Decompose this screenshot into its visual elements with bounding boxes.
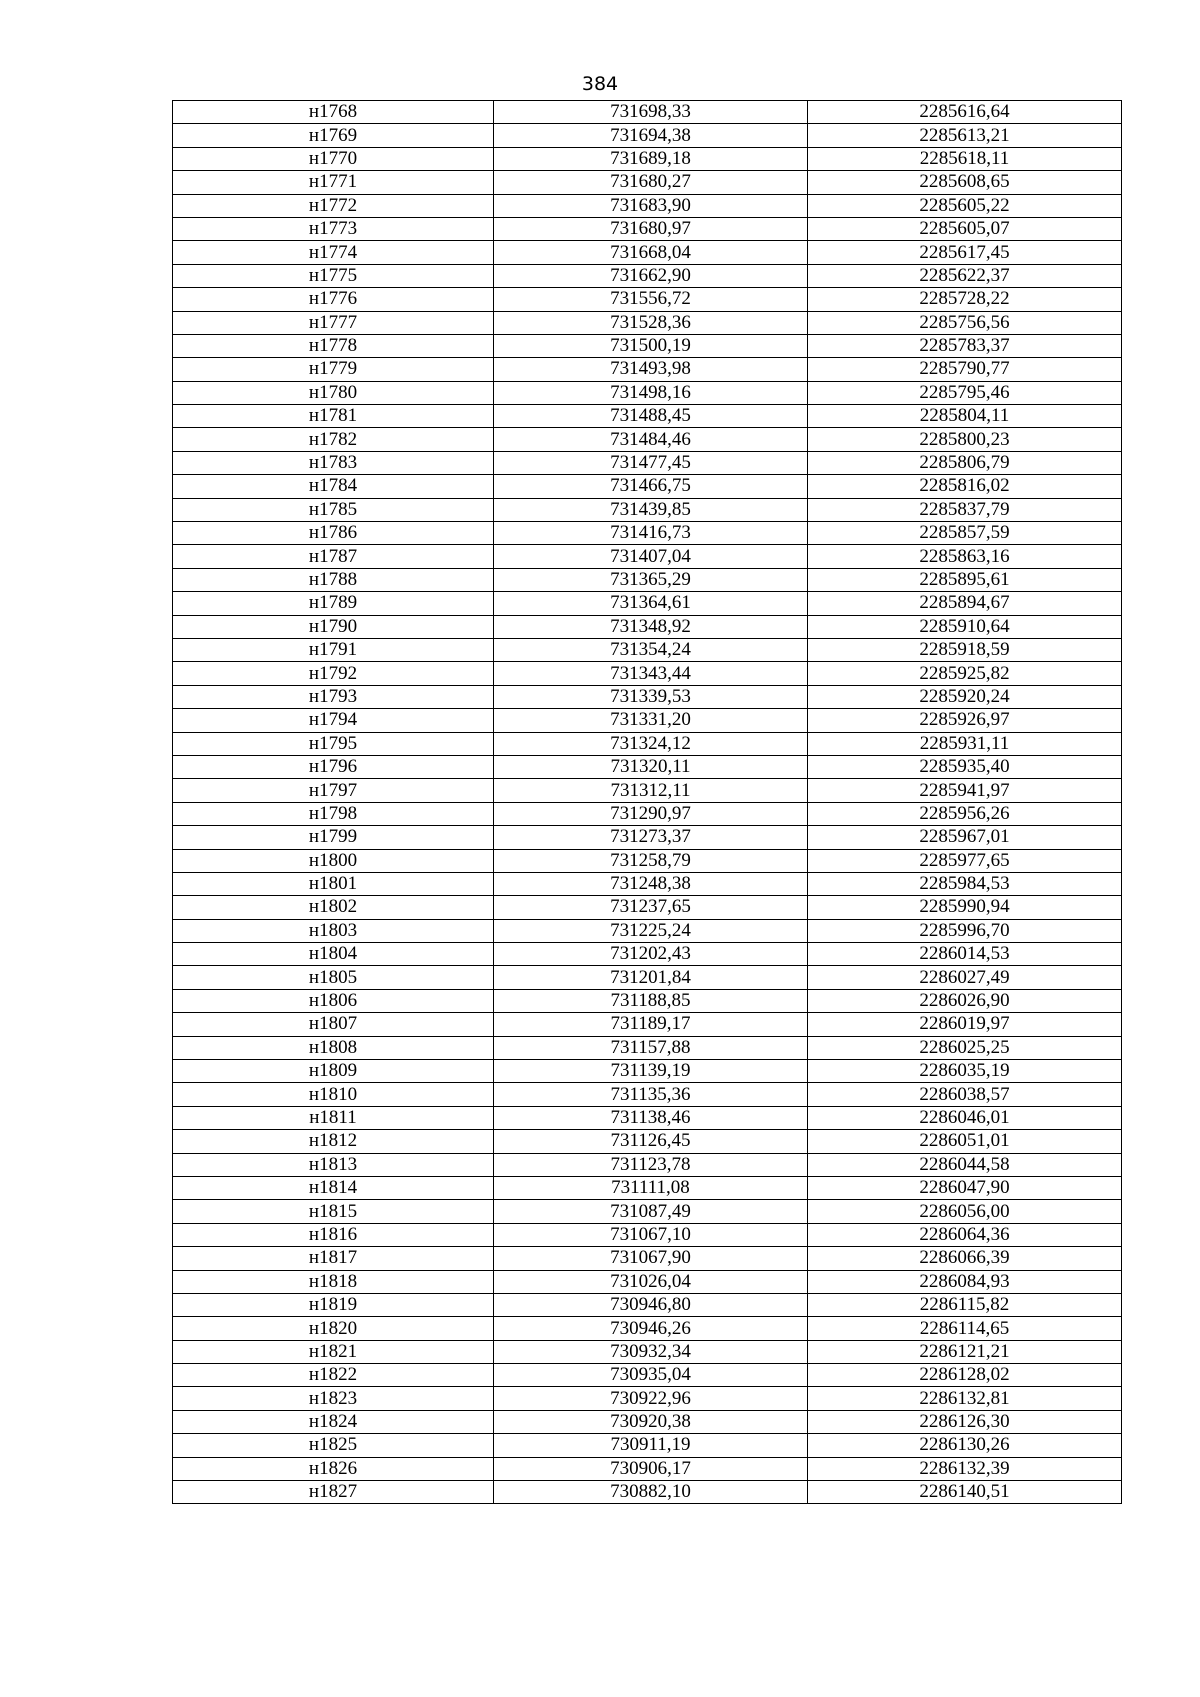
point-name-cell: н1802 <box>173 896 494 919</box>
table-row <box>173 662 1122 685</box>
y-coordinate-cell: 2286044,58 <box>808 1153 1122 1176</box>
y-coordinate-cell: 2285756,56 <box>808 311 1122 334</box>
x-coordinate-cell: 731138,46 <box>494 1106 808 1129</box>
y-coordinate-cell: 2285926,97 <box>808 709 1122 732</box>
x-coordinate-cell: 730922,96 <box>494 1387 808 1410</box>
table-row <box>173 451 1122 474</box>
y-coordinate-cell: 2285956,26 <box>808 802 1122 825</box>
y-coordinate-cell: 2285895,61 <box>808 568 1122 591</box>
table-body <box>173 101 1122 1504</box>
y-coordinate-cell: 2285977,65 <box>808 849 1122 872</box>
point-name-cell: н1804 <box>173 943 494 966</box>
x-coordinate-cell: 731698,33 <box>494 101 808 124</box>
point-name-cell: н1787 <box>173 545 494 568</box>
y-coordinate-cell: 2286132,39 <box>808 1457 1122 1480</box>
y-coordinate-cell: 2286046,01 <box>808 1106 1122 1129</box>
point-name-cell: н1819 <box>173 1293 494 1316</box>
table-row <box>173 522 1122 545</box>
y-coordinate-cell: 2285910,64 <box>808 615 1122 638</box>
y-coordinate-cell: 2286014,53 <box>808 943 1122 966</box>
point-name-cell: н1781 <box>173 405 494 428</box>
table-row <box>173 1317 1122 1340</box>
x-coordinate-cell: 730882,10 <box>494 1481 808 1504</box>
point-name-cell: н1795 <box>173 732 494 755</box>
x-coordinate-cell: 731683,90 <box>494 194 808 217</box>
y-coordinate-cell: 2285728,22 <box>808 288 1122 311</box>
y-coordinate-cell: 2285857,59 <box>808 522 1122 545</box>
y-coordinate-cell: 2285935,40 <box>808 755 1122 778</box>
y-coordinate-cell: 2285618,11 <box>808 147 1122 170</box>
table-row <box>173 475 1122 498</box>
y-coordinate-cell: 2285605,07 <box>808 217 1122 240</box>
table-row <box>173 1130 1122 1153</box>
point-name-cell: н1794 <box>173 709 494 732</box>
x-coordinate-cell: 731067,10 <box>494 1223 808 1246</box>
x-coordinate-cell: 731680,97 <box>494 217 808 240</box>
point-name-cell: н1824 <box>173 1410 494 1433</box>
y-coordinate-cell: 2285790,77 <box>808 358 1122 381</box>
x-coordinate-cell: 731111,08 <box>494 1176 808 1199</box>
y-coordinate-cell: 2286132,81 <box>808 1387 1122 1410</box>
y-coordinate-cell: 2286027,49 <box>808 966 1122 989</box>
y-coordinate-cell: 2285941,97 <box>808 779 1122 802</box>
point-name-cell: н1769 <box>173 124 494 147</box>
table-row <box>173 381 1122 404</box>
point-name-cell: н1788 <box>173 568 494 591</box>
y-coordinate-cell: 2285816,02 <box>808 475 1122 498</box>
x-coordinate-cell: 731488,45 <box>494 405 808 428</box>
point-name-cell: н1814 <box>173 1176 494 1199</box>
y-coordinate-cell: 2285894,67 <box>808 592 1122 615</box>
point-name-cell: н1821 <box>173 1340 494 1363</box>
coordinates-table <box>172 100 1122 1504</box>
table-row <box>173 194 1122 217</box>
table-row <box>173 966 1122 989</box>
point-name-cell: н1806 <box>173 989 494 1012</box>
x-coordinate-cell: 731556,72 <box>494 288 808 311</box>
table-row <box>173 1410 1122 1433</box>
point-name-cell: н1776 <box>173 288 494 311</box>
x-coordinate-cell: 731126,45 <box>494 1130 808 1153</box>
x-coordinate-cell: 730935,04 <box>494 1364 808 1387</box>
x-coordinate-cell: 731339,53 <box>494 685 808 708</box>
x-coordinate-cell: 731123,78 <box>494 1153 808 1176</box>
x-coordinate-cell: 731026,04 <box>494 1270 808 1293</box>
table-row <box>173 1270 1122 1293</box>
point-name-cell: н1780 <box>173 381 494 404</box>
x-coordinate-cell: 731500,19 <box>494 334 808 357</box>
y-coordinate-cell: 2286128,02 <box>808 1364 1122 1387</box>
point-name-cell: н1772 <box>173 194 494 217</box>
y-coordinate-cell: 2285967,01 <box>808 826 1122 849</box>
point-name-cell: н1811 <box>173 1106 494 1129</box>
point-name-cell: н1778 <box>173 334 494 357</box>
y-coordinate-cell: 2286121,21 <box>808 1340 1122 1363</box>
x-coordinate-cell: 731320,11 <box>494 755 808 778</box>
point-name-cell: н1779 <box>173 358 494 381</box>
point-name-cell: н1775 <box>173 264 494 287</box>
point-name-cell: н1796 <box>173 755 494 778</box>
point-name-cell: н1783 <box>173 451 494 474</box>
y-coordinate-cell: 2286084,93 <box>808 1270 1122 1293</box>
point-name-cell: н1820 <box>173 1317 494 1340</box>
table-row <box>173 943 1122 966</box>
point-name-cell: н1773 <box>173 217 494 240</box>
y-coordinate-cell: 2286140,51 <box>808 1481 1122 1504</box>
y-coordinate-cell: 2285925,82 <box>808 662 1122 685</box>
table-row <box>173 264 1122 287</box>
x-coordinate-cell: 730906,17 <box>494 1457 808 1480</box>
y-coordinate-cell: 2286115,82 <box>808 1293 1122 1316</box>
x-coordinate-cell: 731157,88 <box>494 1036 808 1059</box>
table-row <box>173 171 1122 194</box>
table-row <box>173 849 1122 872</box>
x-coordinate-cell: 731364,61 <box>494 592 808 615</box>
table-row <box>173 989 1122 1012</box>
point-name-cell: н1809 <box>173 1060 494 1083</box>
point-name-cell: н1791 <box>173 638 494 661</box>
table-row <box>173 1247 1122 1270</box>
y-coordinate-cell: 2285996,70 <box>808 919 1122 942</box>
x-coordinate-cell: 731668,04 <box>494 241 808 264</box>
y-coordinate-cell: 2285795,46 <box>808 381 1122 404</box>
x-coordinate-cell: 731439,85 <box>494 498 808 521</box>
y-coordinate-cell: 2285783,37 <box>808 334 1122 357</box>
table-row <box>173 498 1122 521</box>
table-row <box>173 241 1122 264</box>
table-row <box>173 826 1122 849</box>
x-coordinate-cell: 731290,97 <box>494 802 808 825</box>
table-row <box>173 1153 1122 1176</box>
table-row <box>173 1387 1122 1410</box>
table-row <box>173 1223 1122 1246</box>
x-coordinate-cell: 731189,17 <box>494 1013 808 1036</box>
point-name-cell: н1777 <box>173 311 494 334</box>
point-name-cell: н1784 <box>173 475 494 498</box>
y-coordinate-cell: 2286064,36 <box>808 1223 1122 1246</box>
table-row <box>173 1106 1122 1129</box>
table-row <box>173 1013 1122 1036</box>
x-coordinate-cell: 731493,98 <box>494 358 808 381</box>
x-coordinate-cell: 731354,24 <box>494 638 808 661</box>
y-coordinate-cell: 2286019,97 <box>808 1013 1122 1036</box>
x-coordinate-cell: 731498,16 <box>494 381 808 404</box>
table-row <box>173 1083 1122 1106</box>
x-coordinate-cell: 731258,79 <box>494 849 808 872</box>
x-coordinate-cell: 730911,19 <box>494 1434 808 1457</box>
point-name-cell: н1798 <box>173 802 494 825</box>
point-name-cell: н1793 <box>173 685 494 708</box>
point-name-cell: н1812 <box>173 1130 494 1153</box>
y-coordinate-cell: 2285918,59 <box>808 638 1122 661</box>
y-coordinate-cell: 2286026,90 <box>808 989 1122 1012</box>
table-row <box>173 358 1122 381</box>
y-coordinate-cell: 2285605,22 <box>808 194 1122 217</box>
x-coordinate-cell: 731225,24 <box>494 919 808 942</box>
table-row <box>173 638 1122 661</box>
page-number: 384 <box>581 73 619 95</box>
x-coordinate-cell: 731087,49 <box>494 1200 808 1223</box>
point-name-cell: н1807 <box>173 1013 494 1036</box>
x-coordinate-cell: 731694,38 <box>494 124 808 147</box>
table-row <box>173 1036 1122 1059</box>
y-coordinate-cell: 2285931,11 <box>808 732 1122 755</box>
x-coordinate-cell: 731484,46 <box>494 428 808 451</box>
table-row <box>173 428 1122 451</box>
x-coordinate-cell: 731348,92 <box>494 615 808 638</box>
x-coordinate-cell: 731201,84 <box>494 966 808 989</box>
table-row <box>173 1200 1122 1223</box>
x-coordinate-cell: 731528,36 <box>494 311 808 334</box>
point-name-cell: н1782 <box>173 428 494 451</box>
x-coordinate-cell: 731477,45 <box>494 451 808 474</box>
x-coordinate-cell: 731067,90 <box>494 1247 808 1270</box>
x-coordinate-cell: 731365,29 <box>494 568 808 591</box>
table-row <box>173 1176 1122 1199</box>
table-row <box>173 1060 1122 1083</box>
y-coordinate-cell: 2285920,24 <box>808 685 1122 708</box>
y-coordinate-cell: 2285984,53 <box>808 872 1122 895</box>
point-name-cell: н1799 <box>173 826 494 849</box>
y-coordinate-cell: 2286051,01 <box>808 1130 1122 1153</box>
x-coordinate-cell: 731202,43 <box>494 943 808 966</box>
point-name-cell: н1790 <box>173 615 494 638</box>
x-coordinate-cell: 731273,37 <box>494 826 808 849</box>
table-row <box>173 101 1122 124</box>
y-coordinate-cell: 2285800,23 <box>808 428 1122 451</box>
table-row <box>173 896 1122 919</box>
x-coordinate-cell: 731312,11 <box>494 779 808 802</box>
x-coordinate-cell: 731237,65 <box>494 896 808 919</box>
x-coordinate-cell: 730946,26 <box>494 1317 808 1340</box>
y-coordinate-cell: 2285622,37 <box>808 264 1122 287</box>
table-row <box>173 709 1122 732</box>
x-coordinate-cell: 731466,75 <box>494 475 808 498</box>
point-name-cell: н1771 <box>173 171 494 194</box>
point-name-cell: н1808 <box>173 1036 494 1059</box>
y-coordinate-cell: 2286035,19 <box>808 1060 1122 1083</box>
point-name-cell: н1816 <box>173 1223 494 1246</box>
point-name-cell: н1803 <box>173 919 494 942</box>
point-name-cell: н1785 <box>173 498 494 521</box>
table-row <box>173 1340 1122 1363</box>
y-coordinate-cell: 2286025,25 <box>808 1036 1122 1059</box>
point-name-cell: н1789 <box>173 592 494 615</box>
point-name-cell: н1786 <box>173 522 494 545</box>
y-coordinate-cell: 2285616,64 <box>808 101 1122 124</box>
table-row <box>173 545 1122 568</box>
table-row <box>173 334 1122 357</box>
point-name-cell: н1774 <box>173 241 494 264</box>
table-row <box>173 615 1122 638</box>
point-name-cell: н1800 <box>173 849 494 872</box>
x-coordinate-cell: 731139,19 <box>494 1060 808 1083</box>
y-coordinate-cell: 2285990,94 <box>808 896 1122 919</box>
point-name-cell: н1797 <box>173 779 494 802</box>
x-coordinate-cell: 731416,73 <box>494 522 808 545</box>
table-row <box>173 1364 1122 1387</box>
y-coordinate-cell: 2285806,79 <box>808 451 1122 474</box>
table-row <box>173 802 1122 825</box>
table-row <box>173 124 1122 147</box>
point-name-cell: н1805 <box>173 966 494 989</box>
table-row <box>173 1457 1122 1480</box>
x-coordinate-cell: 731689,18 <box>494 147 808 170</box>
y-coordinate-cell: 2286038,57 <box>808 1083 1122 1106</box>
table-row <box>173 147 1122 170</box>
y-coordinate-cell: 2285613,21 <box>808 124 1122 147</box>
y-coordinate-cell: 2285804,11 <box>808 405 1122 428</box>
x-coordinate-cell: 730920,38 <box>494 1410 808 1433</box>
x-coordinate-cell: 731324,12 <box>494 732 808 755</box>
y-coordinate-cell: 2285837,79 <box>808 498 1122 521</box>
x-coordinate-cell: 731331,20 <box>494 709 808 732</box>
table-row <box>173 919 1122 942</box>
table-row <box>173 288 1122 311</box>
y-coordinate-cell: 2286130,26 <box>808 1434 1122 1457</box>
x-coordinate-cell: 731248,38 <box>494 872 808 895</box>
point-name-cell: н1818 <box>173 1270 494 1293</box>
table-row <box>173 592 1122 615</box>
y-coordinate-cell: 2286047,90 <box>808 1176 1122 1199</box>
table-row <box>173 779 1122 802</box>
x-coordinate-cell: 731135,36 <box>494 1083 808 1106</box>
point-name-cell: н1823 <box>173 1387 494 1410</box>
point-name-cell: н1768 <box>173 101 494 124</box>
table-row <box>173 872 1122 895</box>
table-row <box>173 405 1122 428</box>
table-row <box>173 1293 1122 1316</box>
table-row <box>173 732 1122 755</box>
point-name-cell: н1770 <box>173 147 494 170</box>
point-name-cell: н1827 <box>173 1481 494 1504</box>
x-coordinate-cell: 731662,90 <box>494 264 808 287</box>
x-coordinate-cell: 731343,44 <box>494 662 808 685</box>
y-coordinate-cell: 2285617,45 <box>808 241 1122 264</box>
y-coordinate-cell: 2285863,16 <box>808 545 1122 568</box>
table-row <box>173 1434 1122 1457</box>
point-name-cell: н1801 <box>173 872 494 895</box>
table-row <box>173 217 1122 240</box>
table-row <box>173 1481 1122 1504</box>
point-name-cell: н1810 <box>173 1083 494 1106</box>
point-name-cell: н1815 <box>173 1200 494 1223</box>
point-name-cell: н1825 <box>173 1434 494 1457</box>
y-coordinate-cell: 2286056,00 <box>808 1200 1122 1223</box>
x-coordinate-cell: 731407,04 <box>494 545 808 568</box>
y-coordinate-cell: 2286126,30 <box>808 1410 1122 1433</box>
point-name-cell: н1792 <box>173 662 494 685</box>
y-coordinate-cell: 2286066,39 <box>808 1247 1122 1270</box>
table-row <box>173 568 1122 591</box>
point-name-cell: н1826 <box>173 1457 494 1480</box>
y-coordinate-cell: 2286114,65 <box>808 1317 1122 1340</box>
point-name-cell: н1817 <box>173 1247 494 1270</box>
x-coordinate-cell: 731680,27 <box>494 171 808 194</box>
x-coordinate-cell: 730946,80 <box>494 1293 808 1316</box>
table-row <box>173 311 1122 334</box>
x-coordinate-cell: 731188,85 <box>494 989 808 1012</box>
table-row <box>173 755 1122 778</box>
y-coordinate-cell: 2285608,65 <box>808 171 1122 194</box>
point-name-cell: н1822 <box>173 1364 494 1387</box>
point-name-cell: н1813 <box>173 1153 494 1176</box>
table-row <box>173 685 1122 708</box>
x-coordinate-cell: 730932,34 <box>494 1340 808 1363</box>
